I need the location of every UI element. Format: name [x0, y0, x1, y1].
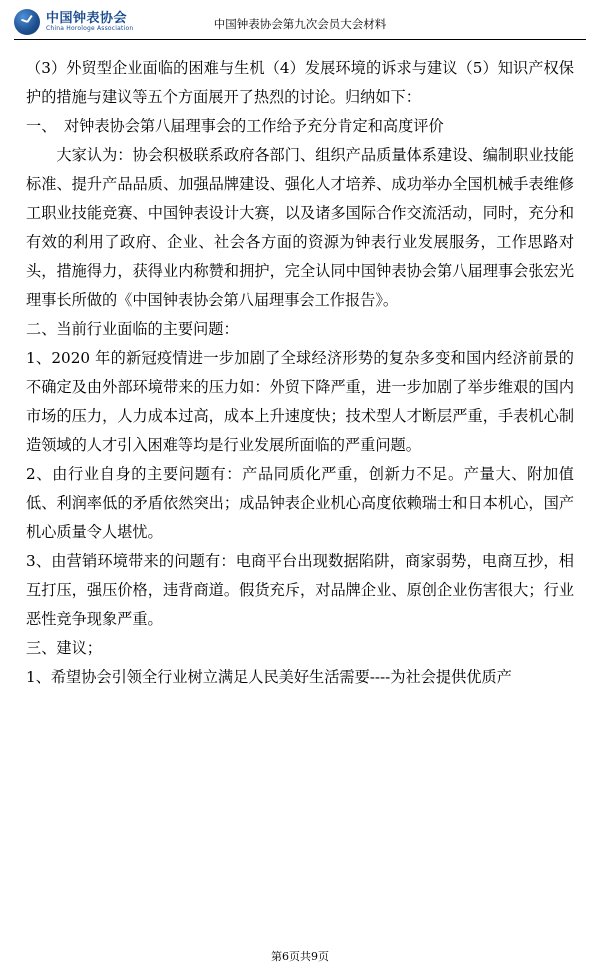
paragraph-intro: （3）外贸型企业面临的困难与生机（4）发展环境的诉求与建议（5）知识产权保护的措施与建议等五个方面展开了热烈的讨论。归纳如下：	[26, 59, 574, 106]
heading-section-one: 一、 对钟表协会第八届理事会的工作给予充分肯定和高度评价	[26, 117, 444, 135]
heading-section-three: 三、建议；	[26, 639, 102, 657]
paragraph-item-1: 1、2020 年的新冠疫情进一步加剧了全球经济形势的复杂多变和国内经济前景的不确定及由外部环境带来的压力如：外贸下降严重，进一步加剧了举步维艰的国内市场的压力，人力成本过高，成本上升速度快；技术型人才断层严重，手表机心制造领域的人才引入困难等均是行业发展所面临的严重问题。	[26, 349, 574, 454]
document-header-title: 中国钟表协会第九次会员大会材料	[213, 17, 387, 31]
logo-english-name: China Horologe Association	[46, 24, 134, 32]
paragraph-section-one-body: 大家认为：协会积极联系政府各部门、组织产品质量体系建设、编制职业技能标准、提升产品品质、加强品牌建设、强化人才培养、成功举办全国机械手表维修工职业技能竞赛、中国钟表设计大赛，以及诸多国际合作交流活动，同时，充分和有效的利用了政府、企业、社会各方面的资源为钟表行业发展服务，工作思路对头，措施得力，获得业内称赞和拥护，完全认同中国钟表协会第八届理事会张宏光理事长所做的《中国钟表协会第八届理事会工作报告》。	[26, 146, 574, 309]
logo-chinese-name: 中国钟表协会	[46, 11, 128, 27]
paragraph-item-4: 1、希望协会引领全行业树立满足人民美好生活需要----为社会提供优质产	[26, 668, 512, 686]
header-divider	[14, 39, 586, 40]
page-header	[0, 0, 600, 44]
paragraph-item-2: 2、由行业自身的主要问题有：产品同质化严重，创新力不足。产量大、附加值低、利润率低的矛盾依然突出；成品钟表企业机心高度依赖瑞士和日本机心，国产机心质量令人堪忧。	[26, 465, 574, 541]
page-number-footer: 第6页共9页	[271, 950, 329, 963]
heading-section-two: 二、当前行业面临的主要问题：	[26, 320, 239, 338]
document-body	[0, 44, 600, 692]
paragraph-item-3: 3、由营销环境带来的问题有：电商平台出现数据陷阱，商家弱势，电商互抄，相互打压，强压价格，违背商道。假货充斥，对品牌企业、原创企业伤害很大；行业恶性竞争现象严重。	[26, 552, 574, 628]
